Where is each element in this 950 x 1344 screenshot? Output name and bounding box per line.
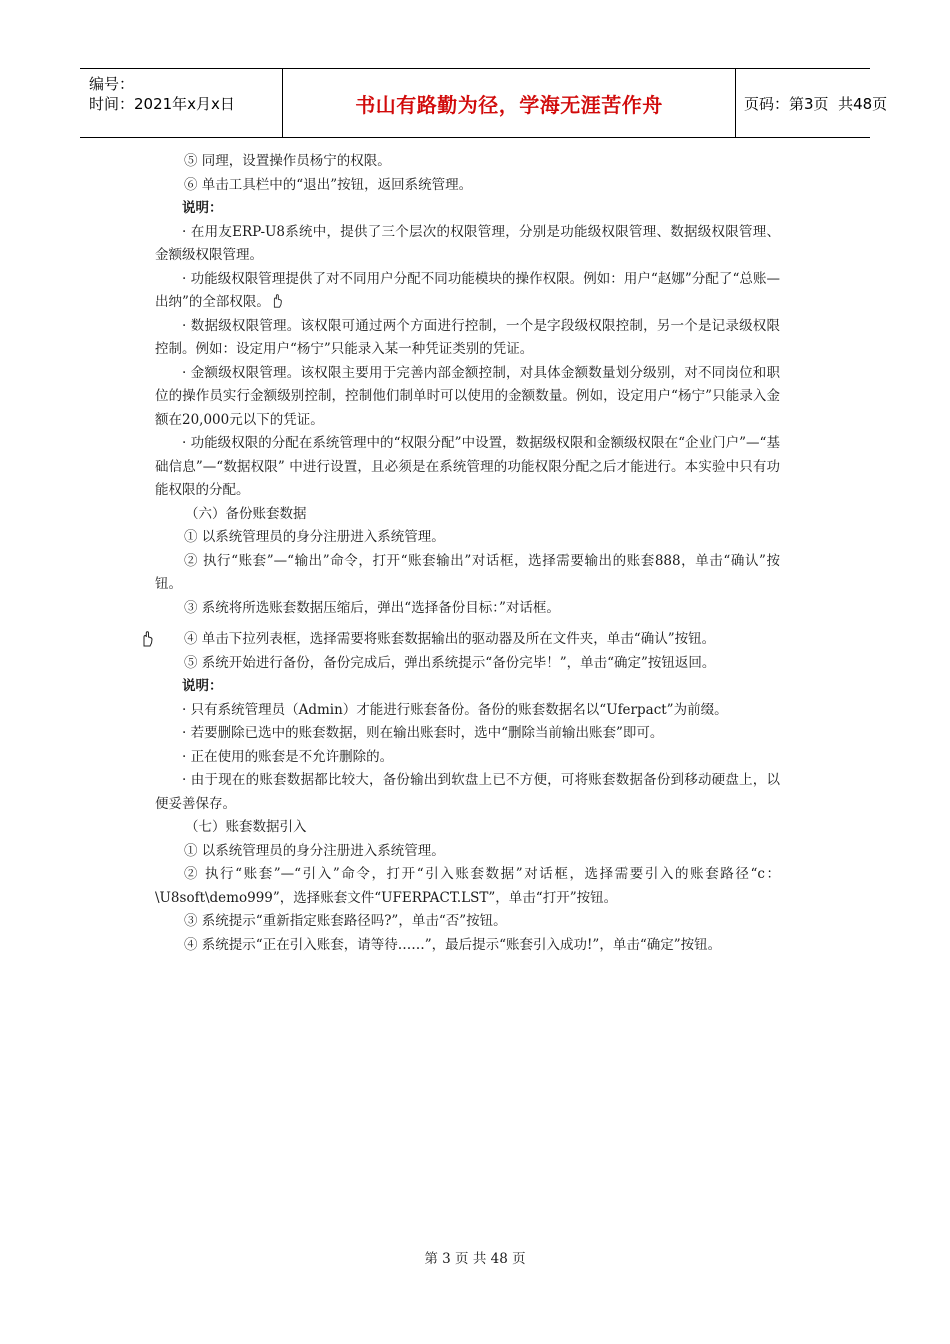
page-footer xyxy=(0,1247,950,1267)
step: ① 以系统管理员的身分注册进入系统管理。 xyxy=(184,842,445,859)
header-left-cell xyxy=(80,69,282,137)
hand-cursor-icon xyxy=(270,294,284,308)
note-heading: 说明： xyxy=(182,678,223,694)
step: ③ 系统提示“重新指定账套路径吗?”，单击“否”按钮。 xyxy=(184,913,507,929)
paragraph: · 金额级权限管理。该权限主要用于完善内部金额控制，对具体金额数量划分级别，对不同岗位和职位的操作员实行金额级别控制，控制他们制单时可以使用的金额数量。例如，设定用户“杨宁”只能录入金额在20,000元以下的凭证。 xyxy=(155,364,780,428)
header-table xyxy=(80,68,888,138)
section-heading: （六）备份账套数据 xyxy=(185,505,307,522)
step: ⑤ 系统开始进行备份，备份完成后，弹出系统提示“备份完毕！”，单击“确定”按钮返回。 xyxy=(184,654,716,671)
paragraph: ⑥ 单击工具栏中的“退出”按钮，返回系统管理。 xyxy=(184,176,473,193)
paragraph: · 若要删除已选中的账套数据，则在输出账套时，选中“删除当前输出账套”即可。 xyxy=(182,725,664,741)
paragraph: ⑤ 同理，设置操作员杨宁的权限。 xyxy=(184,153,391,169)
header-page-label: 页码：第3页 共48页 xyxy=(744,94,888,113)
paragraph: · 只有系统管理员（Admin）才能进行账套备份。备份的账套数据名以“Uferpact”为前缀。 xyxy=(182,701,728,718)
paragraph xyxy=(155,268,780,315)
paragraph-text: · 功能级权限管理提供了对不同用户分配不同功能模块的操作权限。例如：用户“赵娜”分配了“总账—出纳”的全部权限。 xyxy=(155,270,780,310)
header-motto: 书山有路勤为径，学海无涯苦作舟 xyxy=(355,92,663,117)
step: ④ 单击下拉列表框，选择需要将账套数据输出的驱动器及所在文件夹，单击“确认”按钮。 xyxy=(184,631,716,647)
step: ② 执行“账套”—“引入”命令，打开“引入账套数据”对话框，选择需要引入的账套路径“c：\U8soft\demo999”，选择账套文件“UFERPACT.LST”，单击“打开”按钮。 xyxy=(155,866,780,906)
document-body xyxy=(155,150,780,957)
note-heading: 说明： xyxy=(182,200,223,216)
section-heading: （七）账套数据引入 xyxy=(185,819,307,835)
paragraph: · 数据级权限管理。该权限可通过两个方面进行控制，一个是字段级权限控制，另一个是记录级权限控制。例如：设定用户“杨宁”只能录入某一种凭证类别的凭证。 xyxy=(155,317,780,357)
header-number-label: 编号： xyxy=(89,75,135,93)
paragraph: · 由于现在的账套数据都比较大，备份输出到软盘上已不方便，可将账套数据备份到移动硬盘上，以便妥善保存。 xyxy=(155,772,780,812)
paragraph: · 功能级权限的分配在系统管理中的“权限分配”中设置，数据级权限和金额级权限在“企业门户”—“基础信息”—“数据权限” 中进行设置，且必须是在系统管理的功能权限分配之后才能进行。本实验中只有功能权限的分配。 xyxy=(155,435,780,498)
step: ② 执行“账套”—“输出”命令，打开“账套输出”对话框，选择需要输出的账套888，单击“确认”按钮。 xyxy=(155,552,780,592)
step: ④ 系统提示“正在引入账套，请等待……”，最后提示“账套引入成功!”，单击“确定”按钮。 xyxy=(184,936,722,953)
step: ③ 系统将所选账套数据压缩后，弹出“选择备份目标：”对话框。 xyxy=(184,599,560,616)
hand-cursor-icon xyxy=(140,631,154,647)
step: ① 以系统管理员的身分注册进入系统管理。 xyxy=(184,529,445,545)
footer-page-number: 第 3 页 共 48 页 xyxy=(424,1251,526,1267)
header-page-cell xyxy=(736,69,888,137)
header-date-label: 时间：2021年x月x日 xyxy=(89,95,235,113)
paragraph: · 在用友ERP-U8系统中，提供了三个层次的权限管理，分别是功能级权限管理、数据级权限管理、金额级权限管理。 xyxy=(155,223,780,263)
paragraph: · 正在使用的账套是不允许删除的。 xyxy=(182,748,394,765)
